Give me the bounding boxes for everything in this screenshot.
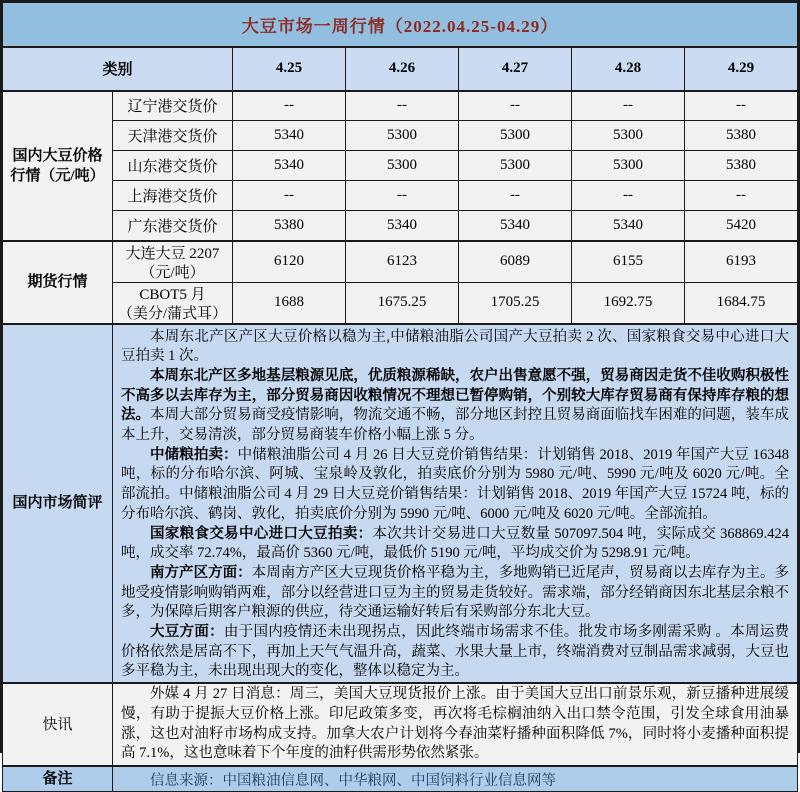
price-value: -- bbox=[346, 181, 459, 211]
paragraph-lead: 本周东北产区多地基层粮源见底，优质粮源稀缺，农户出售意愿不强，贸易商因走货不佳收购积极性不高多以去库存为主，部分贸易商因收粮情况不理想已暂停购销，个别较大库存贸易商有保持库存粮的想法。 bbox=[121, 367, 789, 424]
price-value: 6155 bbox=[572, 241, 685, 283]
news-paragraph: 外媒 4 月 27 日消息：周三，美国大豆现货报价上涨。由于美国大豆出口前景乐观，新豆播种进展缓慢，有助于提振大豆价格上涨。印尼政策多变，再次将毛棕榈油纳入出口禁令范围，引发全球食用油暴涨，这也对油籽市场构成支持。加拿大农户计划将今春油菜籽播种面积降低 7%，同时将小麦播种面积提高 7.1%，这也意味着下个年度的油籽供需形势依然紧张。 bbox=[121, 686, 789, 762]
paragraph-text: 本次共计交易进口大豆数量 507097.504 吨，实际成交 368869.424 吨，成交率 72.74%，最高价 5360 元/吨，最低价 5190 元/吨，平均成交价为 5298.91 元/吨。 bbox=[121, 525, 790, 562]
price-value: 5300 bbox=[346, 151, 459, 181]
price-value: 1705.25 bbox=[459, 282, 572, 324]
price-value: 5340 bbox=[572, 211, 685, 241]
paragraph-text: 本周南方产区大豆现货价格平稳为主，多地购销已近尾声，贸易商以去库存为主。多地受疫情影响购销两难，部分以经营进口豆为主的贸易走货较好。需求端，部分经销商因东北基层余粮不多，为保障后期客户粮源的供应，待交通运输好转后有采购部分东北大豆。 bbox=[121, 564, 790, 621]
review-paragraph bbox=[121, 623, 789, 682]
review-row bbox=[3, 324, 798, 684]
table-row bbox=[3, 151, 798, 181]
price-value: 5300 bbox=[346, 121, 459, 151]
price-value: 5300 bbox=[572, 121, 685, 151]
price-value: -- bbox=[572, 91, 685, 121]
review-paragraph bbox=[121, 525, 789, 564]
spot-section-label: 国内大豆价格行情（元/吨） bbox=[3, 91, 113, 241]
port-label: 山东港交货价 bbox=[113, 151, 233, 181]
price-value: -- bbox=[572, 181, 685, 211]
title-row bbox=[3, 3, 798, 47]
price-value: 6193 bbox=[685, 241, 798, 283]
review-section-label: 国内市场简评 bbox=[3, 324, 113, 684]
contract-label bbox=[113, 282, 233, 324]
remark-section-label: 备注 bbox=[3, 766, 113, 792]
port-label: 辽宁港交货价 bbox=[113, 91, 233, 121]
page-title: 大豆市场一周行情（2022.04.25-04.29） bbox=[3, 3, 798, 47]
contract-name: 大连大豆 2207 bbox=[125, 245, 220, 262]
price-value: -- bbox=[685, 181, 798, 211]
review-paragraph bbox=[121, 367, 789, 446]
table-row bbox=[3, 181, 798, 211]
price-value: 5340 bbox=[346, 211, 459, 241]
table-row bbox=[3, 211, 798, 241]
price-value: -- bbox=[233, 91, 346, 121]
price-value: 1675.25 bbox=[346, 282, 459, 324]
date-header: 4.29 bbox=[685, 47, 798, 91]
date-header: 4.26 bbox=[346, 47, 459, 91]
news-content bbox=[113, 683, 798, 766]
price-value: 1692.75 bbox=[572, 282, 685, 324]
contract-label bbox=[113, 241, 233, 283]
price-value: 5380 bbox=[233, 211, 346, 241]
date-header: 4.25 bbox=[233, 47, 346, 91]
futures-section-label: 期货行情 bbox=[3, 241, 113, 324]
price-value: 1684.75 bbox=[685, 282, 798, 324]
price-value: -- bbox=[346, 91, 459, 121]
price-value: 5300 bbox=[459, 151, 572, 181]
category-header: 类别 bbox=[3, 47, 233, 91]
port-label: 天津港交货价 bbox=[113, 121, 233, 151]
review-content bbox=[113, 324, 798, 684]
news-section-label: 快讯 bbox=[3, 683, 113, 766]
price-value: -- bbox=[233, 181, 346, 211]
header-row bbox=[3, 47, 798, 91]
paragraph-lead: 中储粮拍卖： bbox=[150, 446, 238, 463]
table-row bbox=[3, 282, 798, 324]
port-label: 上海港交货价 bbox=[113, 181, 233, 211]
price-value: 6123 bbox=[346, 241, 459, 283]
review-paragraph bbox=[121, 446, 789, 525]
remark-text: 信息来源：中国粮油信息网、中华粮网、中国饲料行业信息网等 bbox=[150, 772, 556, 789]
price-value: 5340 bbox=[459, 211, 572, 241]
paragraph-text: 由于国内疫情还未出现拐点，因此终端市场需求不佳。批发市场多刚需采购 。本周运费价格依然是居高不下，再加上天气气温升高，蔬菜、水果大量上市，终端消费对豆制品需求减弱，大豆也多平稳为主，未出现出现大的变化，整体以稳定为主。 bbox=[121, 624, 790, 680]
price-value: 6120 bbox=[233, 241, 346, 283]
review-paragraph bbox=[121, 564, 789, 623]
paragraph-lead: 国家粮食交易中心进口大豆拍卖： bbox=[150, 525, 373, 542]
price-value: 5340 bbox=[233, 151, 346, 181]
contract-name: CBOT5 月 bbox=[139, 286, 206, 303]
price-value: 1688 bbox=[233, 282, 346, 324]
price-value: -- bbox=[685, 91, 798, 121]
price-value: 6089 bbox=[459, 241, 572, 283]
contract-unit: （元/吨） bbox=[140, 264, 205, 281]
remark-row bbox=[3, 766, 798, 792]
price-value: 5300 bbox=[572, 151, 685, 181]
price-value: 5340 bbox=[233, 121, 346, 151]
table-row bbox=[3, 91, 798, 121]
table-row bbox=[3, 121, 798, 151]
paragraph-text: 本周大部分贸易商受疫情影响，物流交通不畅，部分地区封控且贸易商面临找车困难的问题，装车成本上升，交易清淡，部分贸易商装车价格小幅上涨 5 分。 bbox=[121, 407, 789, 444]
price-value: -- bbox=[459, 91, 572, 121]
paragraph-lead: 南方产区方面： bbox=[150, 564, 252, 581]
date-header: 4.28 bbox=[572, 47, 685, 91]
contract-unit: （美分/蒲式耳） bbox=[117, 305, 228, 322]
report-table bbox=[2, 2, 798, 792]
price-value: 5420 bbox=[685, 211, 798, 241]
price-value: -- bbox=[459, 181, 572, 211]
price-value: 5380 bbox=[685, 121, 798, 151]
paragraph-text: 中储粮油脂公司 4 月 26 日大豆竞价销售结果：计划销售 2018、2019 年国产大豆 16348 吨，标的分布哈尔滨、阿城、宝泉岭及敦化，拍卖底价分别为 5980 元/吨、5990 元/吨及 6020 元/吨。全部流拍。中储粮油脂公司 4 月 29 日大豆竞价销售结果：计划销售 2018、2019 年国产大豆 15724 吨，标的分布哈尔滨、鹤岗、敦化，拍卖底价分别为 5990 元/吨、6000 元/吨及 6020 元/吨。全部流拍。 bbox=[121, 446, 790, 522]
table-row bbox=[3, 241, 798, 283]
review-paragraph bbox=[121, 328, 789, 367]
news-row bbox=[3, 683, 798, 766]
paragraph-lead: 大豆方面： bbox=[150, 624, 224, 641]
port-label: 广东港交货价 bbox=[113, 211, 233, 241]
date-header: 4.27 bbox=[459, 47, 572, 91]
paragraph-text: 本周东北产区产区大豆价格以稳为主,中储粮油脂公司国产大豆拍卖 2 次、国家粮食交易中心进口大豆拍卖 1 次。 bbox=[121, 328, 789, 365]
price-value: 5380 bbox=[685, 151, 798, 181]
remark-content bbox=[113, 766, 798, 792]
price-value: 5300 bbox=[459, 121, 572, 151]
